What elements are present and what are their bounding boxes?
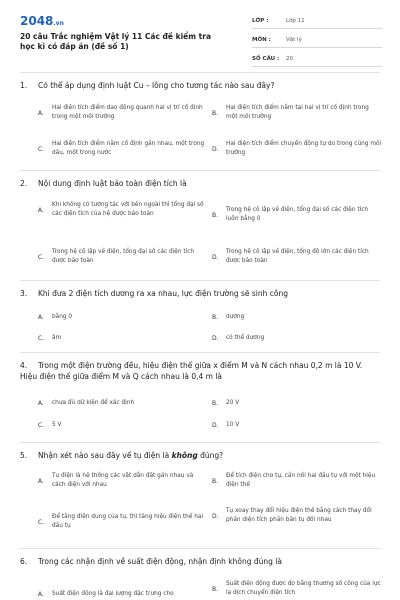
question-4-text: 4. Trong một điện trường đều, hiệu điện thế giữa x điểm M và N cách nhau 0,2 m là 10 V. Hiệu điện thế giữa điểm M và Q cách nhau là 0,4 m là (20, 361, 363, 381)
question-6-text: 6. Trong các nhận định về suất điện động, nhận định không đúng là (20, 557, 282, 566)
emphasis-text: không (171, 451, 198, 460)
page-title: 20 câu Trắc nghiệm Vật lý 11 Các đề kiểm tra học kì có đáp án (đề số 1) (20, 32, 212, 51)
question-2-option-d[interactable]: D. Trong hệ cô lập về điện, tổng độ lớn các điện tích được bảo toàn (212, 249, 369, 264)
question-4-option-c[interactable]: C. 5 V (38, 422, 62, 429)
question-5-option-c[interactable]: C. Để tăng điện dung của tụ, thì tăng hiệu điện thế hai đầu tụ (38, 514, 204, 529)
meta-info (252, 14, 382, 71)
question-5-option-d[interactable]: D. Tụ xoay thay đổi hiệu điện thế bằng cách thay đổi phần diện tích phần bản tụ đối nhau (212, 508, 372, 523)
header (0, 0, 400, 62)
question-4-option-a[interactable]: A. chưa đủ dữ kiện để xác định (38, 400, 135, 407)
question-1-option-d[interactable]: D. Hai điện tích điểm chuyển động tự do trong cùng môi trường (212, 141, 382, 156)
question-1-option-b[interactable]: B. Hai điện tích điểm nằm tại hai vị trí cố định trong một môi trường (212, 105, 369, 120)
divider (20, 170, 380, 171)
question-3-option-a[interactable]: A. bằng 0 (38, 314, 73, 321)
question-3-option-c[interactable]: C. âm (38, 335, 62, 342)
divider (20, 548, 380, 549)
meta-class: LỚP : Lớp 11 (252, 14, 382, 29)
question-1-option-a[interactable]: A. Hai điện tích điểm dao động quanh hai vị trí cố định trong một môi trường (38, 105, 203, 120)
site-logo[interactable]: 2048.vn (20, 14, 64, 28)
question-4-option-b[interactable]: B. 20 V (212, 400, 240, 407)
question-3-text: 3. Khi đưa 2 điện tích dương ra xa nhau, lực điện trường sẽ sinh công (20, 289, 288, 298)
divider (20, 442, 380, 443)
question-5-option-a[interactable]: A. Tụ điện là hệ thống các vật dẫn đặt gần nhau và cách điện với nhau (38, 473, 194, 488)
question-5-option-b[interactable]: B. Để tích điện cho tụ, cần nối hai đầu tụ với một hiệu điện thế (212, 473, 376, 488)
question-3-option-d[interactable]: D. có thể dương (212, 335, 265, 342)
question-3-option-b[interactable]: B. dương (212, 314, 245, 321)
meta-question-count: SỐ CÂU : 20 (252, 52, 382, 67)
question-1-text: 1. Có thể áp dụng định luật Cu – lông cho tương tác nào sau đây? (20, 81, 275, 90)
divider (20, 72, 380, 73)
divider (20, 280, 380, 281)
question-2-option-a[interactable]: A. Khi không có tương tác với bên ngoài thì tổng đại số các điện tích của hệ được bảo toàn (38, 202, 204, 217)
question-1-option-c[interactable]: C. Hai điện tích điểm nằm cố định gần nhau, một trong dầu, một trong nước (38, 141, 205, 156)
question-4-option-d[interactable]: D. 10 V (212, 422, 240, 429)
question-6-option-b[interactable]: B. Suất điện động được đo bằng thương số công của lực lạ dịch chuyển điện tích (212, 581, 381, 596)
question-2-option-c[interactable]: C. Trong hệ cô lập về điện, tổng đại số các điện tích được bảo toàn (38, 249, 195, 264)
question-5-text: 5. Nhận xét nào sau đây về tụ điện là không đúng? (20, 451, 224, 460)
question-6-option-a[interactable]: A. Suất điện động là đại lượng đặc trưng cho (38, 591, 174, 598)
divider (20, 352, 380, 353)
meta-subject: MÔN : Vật lý (252, 33, 382, 48)
question-2-text: 2. Nội dung định luật bảo toàn điện tích là (20, 179, 187, 188)
question-2-option-b[interactable]: B. Trong hệ cô lập về điện, tổng đại số các điện tích luôn bằng 0 (212, 207, 369, 222)
